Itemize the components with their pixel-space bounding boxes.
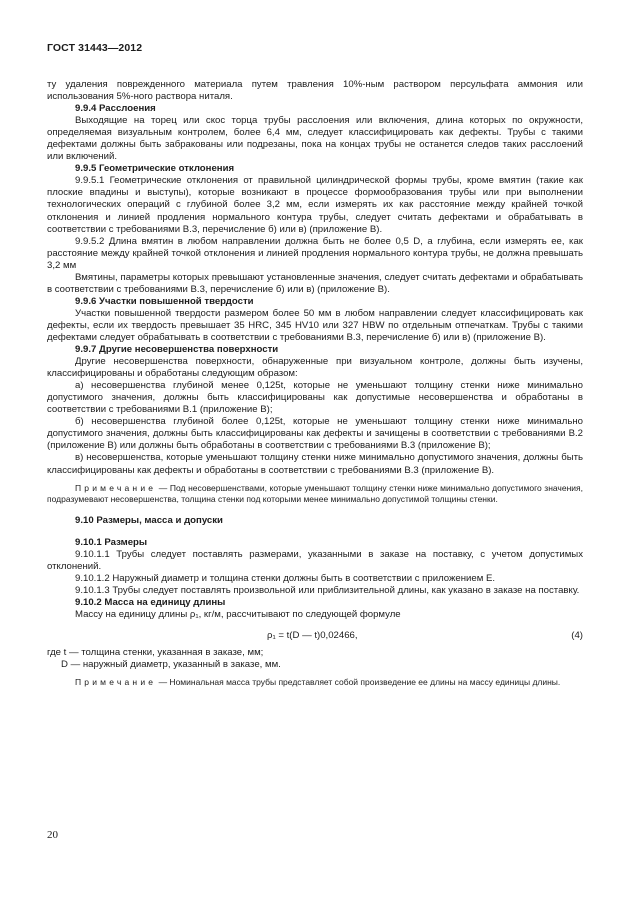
section-heading: 9.10 Размеры, масса и допуски [75,514,223,526]
paragraph: Вмятины, параметры которых превышают установленные значения, следует считать дефектами и обрабатывать в соответствии с требованиями В.3, перечисление б) или в) (приложение В). [47,271,583,295]
paragraph: Массу на единицу длины ρ₁, кг/м, рассчитывают по следующей формуле [75,608,401,620]
note-text: — Под несовершенствами, которые уменьшают толщину стенки ниже минимально допустимого значения, подразумевают несовершенства, толщина стенки под которыми менее минимально допустимой толщины стенки. [47,482,583,504]
paragraph: 9.10.1.2 Наружный диаметр и толщина стенки должны быть в соответствии с приложением Е. [75,572,496,584]
formula-expression: ρ₁ = t(D — t)0,02466, [267,629,358,641]
section-heading: 9.10.1 Размеры [75,536,148,548]
note-label: Примечание [75,677,157,688]
formula-number: (4) [571,629,583,641]
section-heading: 9.9.6 Участки повышенной твердости [75,295,254,307]
document-header: ГОСТ 31443—2012 [47,42,143,54]
page-number: 20 [47,829,58,841]
section-heading: 9.10.2 Масса на единицу длины [75,596,226,608]
section-heading: 9.9.5 Геометрические отклонения [75,163,235,175]
paragraph: Участки повышенной твердости размером более 50 мм в любом направлении следует классифицировать как дефекты, если их твердость превышает 35 HRC, 345 HV10 или 327 HBW по отдельным отпечаткам. Трубы с такими дефектами следует обрабатывать в соответствии с требованиями В.3, перечисление б) или в) (приложение В). [47,307,583,343]
paragraph: 9.9.5.2 Длина вмятин в любом направлении должна быть не более 0,5 D, а глубина, если измерять ее, как расстояние между крайней точкой отклонения и линией продления нормального контура трубы, не должна превышать 3,2 мм [47,235,583,271]
section-heading: 9.9.7 Другие несовершенства поверхности [75,344,279,356]
paragraph: Другие несовершенства поверхности, обнаруженные при визуальном контроле, должны быть изучены, классифицированы и обработаны следующим образом: [47,356,583,380]
note [47,677,583,688]
list-item: в) несовершенства, которые уменьшают толщину стенки ниже минимально допустимого значения, должны быть классифицированы как дефекты и обработаны в соответствии с требованиями В.3 (приложение В). [47,452,583,476]
paragraph: 9.10.1.3 Трубы следует поставлять произвольной или приблизительной длины, как указано в заказе на поставку. [75,584,580,596]
paragraph: Выходящие на торец или скос торца трубы расслоения или включения, длина которых по окружности, определяемая визуальным контролем, более 6,4 мм, следует классифицировать как дефекты. Трубы с такими дефектами должны быть забракованы или подрезаны, пока на концах трубы не останется следов таких расслоений или включений. [47,115,583,163]
note-label: Примечание [75,482,157,493]
paragraph: ту удаления поврежденного материала путем травления 10%-ным раствором персульфата аммония или использования 5%-ного раствора ниталя. [47,79,583,103]
note-text: — Номинальная масса трубы представляет собой произведение ее длины на массу единицы длины. [156,677,561,688]
paragraph: 9.10.1.1 Трубы следует поставлять размерами, указанными в заказе на поставку, с учетом допустимых отклонений. [47,548,583,572]
note [47,483,583,505]
document-body [47,79,583,696]
formula-legend: D — наружный диаметр, указанный в заказе, мм. [61,658,281,670]
formula-legend: где t — толщина стенки, указанная в заказе, мм; [47,646,264,658]
formula [47,627,583,645]
list-item: а) несовершенства глубиной менее 0,125t, которые не уменьшают толщину стенки ниже минимально допустимого значения, должны быть классифицированы как допустимые несовершенства и обработаны в соответствии с требованиями В.1 (приложение В); [47,380,583,416]
list-item: б) несовершенства глубиной более 0,125t, которые не уменьшают толщину стенки ниже минимально допустимого значения, должны быть классифицированы как дефекты и зачищены в соответствии с требованиями В.2 (приложение В) или должны быть обработаны в соответствии с требованиями В.3 (приложение В); [47,416,583,452]
section-heading: 9.9.4 Расслоения [75,103,156,115]
paragraph: 9.9.5.1 Геометрические отклонения от правильной цилиндрической формы трубы, кроме вмятин (такие как плоские впадины и выступы), которые возникают в процессе формообразования трубы или при выполнении технологических операций с глубиной более 3,2 мм, если измерять их как расстояние между крайней точкой отклонения и линией продления нормального контура трубы, следует считать дефектами и обрабатывать в соответствии с требованиями В.3, перечисление б) или в) (приложение В). [47,175,583,235]
